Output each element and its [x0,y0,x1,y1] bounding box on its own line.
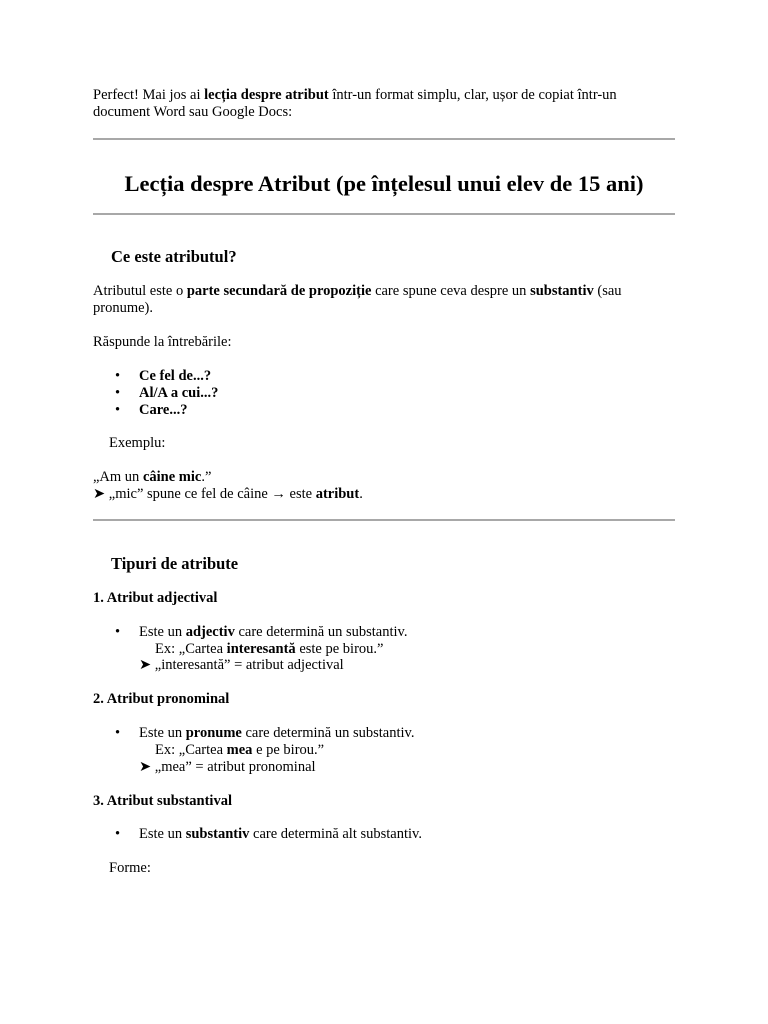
section-heading-types: Tipuri de atribute [111,554,239,573]
result-line: ➤ „interesantă” = atribut adjectival [139,657,344,673]
definition-bold: substantiv [530,283,594,299]
list-item: • Este un substantiv care determină alt substantiv. [115,826,422,842]
example-label: Exemplu: [109,435,166,451]
page-title: Lecția despre Atribut (pe înțelesul unui elev de 15 ani) [124,171,644,196]
intro-bold: lecția despre atribut [204,87,329,103]
list-item [93,385,675,402]
questions-label: Răspunde la întrebările: [93,334,232,350]
divider [93,138,675,140]
type-heading-adjectival: 1. Atribut adjectival [93,590,218,606]
definition-paragraph [93,283,675,317]
question-text: Care...? [139,402,188,418]
intro-text: Perfect! Mai jos ai [93,87,205,103]
definition-text: Atributul este o [93,283,187,299]
example-block [93,469,675,503]
questions-list [93,368,675,419]
example-bold: atribut [315,486,360,502]
list-item: • Este un adjectiv care determină un substantiv. [115,624,408,640]
bullet-icon: • [115,385,121,401]
definition-text: care spune ceva despre un [371,283,531,299]
bullet-icon: • [115,826,121,842]
type-list-substantival [93,826,675,843]
example-line: Ex: „Cartea mea e pe birou.” [155,742,325,758]
divider [93,213,675,215]
bullet-icon: • [115,368,121,384]
result-line: ➤ „mea” = atribut pronominal [139,759,316,775]
list-item: • Este un pronume care determină un substantiv. [115,725,415,741]
type-list-pronominal [93,725,675,742]
type-heading-substantival: 3. Atribut substantival [93,793,232,809]
intro-paragraph [93,87,675,121]
example-bold: câine mic [142,469,202,485]
question-text: Ce fel de...? [139,368,212,384]
example-line: Ex: „Cartea interesantă este pe birou.” [155,641,384,657]
type-heading-pronominal: 2. Atribut pronominal [93,691,230,707]
bullet-icon: • [115,402,121,418]
section-heading-what-is: Ce este atributul? [111,247,237,266]
list-item [93,402,675,419]
example-explanation: ➤ „mic” spune ce fel de câine → este atribut. [93,486,363,502]
divider [93,519,675,521]
bullet-icon: • [115,725,121,741]
question-text: Al/A a cui...? [139,385,219,401]
definition-text: (sau pronume). [93,283,622,316]
type-list-adjectival [93,624,675,641]
bullet-icon: • [115,624,121,640]
forms-label: Forme: [109,860,151,876]
intro-text-end: într-un format simplu, clar, ușor de copiat într-un document Word sau Google Docs: [93,87,617,120]
example-sentence: „Am un câine mic.” [93,469,212,485]
definition-bold: parte secundară de propoziție [186,283,372,299]
list-item [93,368,675,385]
